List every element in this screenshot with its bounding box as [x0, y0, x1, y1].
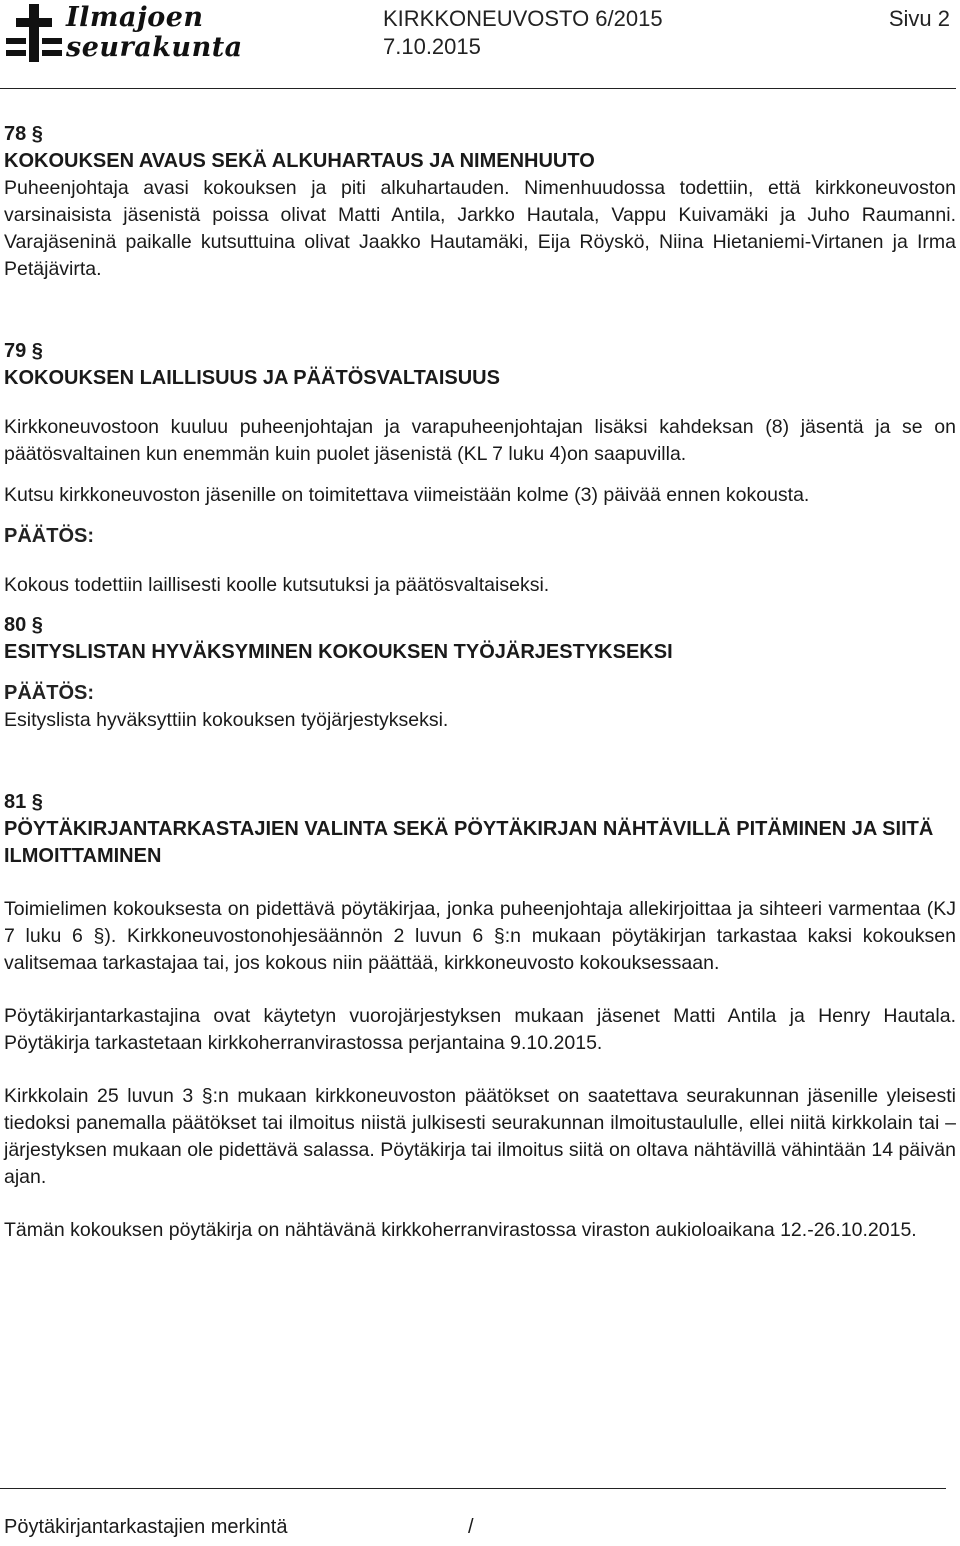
section-title: KOKOUKSEN AVAUS SEKÄ ALKUHARTAUS JA NIMENHUUTO: [4, 150, 595, 172]
section-title: PÖYTÄKIRJANTARKASTAJIEN VALINTA SEKÄ PÖYTÄKIRJAN NÄHTÄVILLÄ PITÄMINEN JA SIITÄ ILMOITTAMINEN: [4, 818, 934, 867]
section-paragraph: Kirkkolain 25 luvun 3 §:n mukaan kirkkoneuvoston päätökset on saatettava seurakunnan jäsenille yleisesti tiedoksi panemalla päätökset tai ilmoitus niistä julkisesti seurakunnan ilmoitustaululle, ellei niitä kirkkolain tai – järjestyksen mukaan ole pidettävä salassa. Pöytäkirja tai ilmoitus siitä on oltava nähtävillä vähintään 14 päivän ajan.: [4, 1085, 956, 1188]
document-title: KIRKKONEUVOSTO 6/2015: [383, 6, 663, 31]
minutes-body: [4, 120, 956, 1244]
decision-text: Esityslista hyväksyttiin kokouksen työjärjestykseksi.: [4, 709, 449, 731]
section-80: [4, 611, 956, 734]
section-number: 79 §: [4, 340, 43, 362]
section-title: ESITYSLISTAN HYVÄKSYMINEN KOKOUKSEN TYÖJÄRJESTYKSEKSI: [4, 641, 673, 663]
section-78: [4, 120, 956, 283]
section-title: KOKOUKSEN LAILLISUUS JA PÄÄTÖSVALTAISUUS: [4, 367, 500, 389]
section-paragraph: Tämän kokouksen pöytäkirja on nähtävänä kirkkoherranvirastossa viraston aukioloaikana 12.-26.10.2015.: [4, 1219, 917, 1241]
section-paragraph: Toimielimen kokouksesta on pidettävä pöytäkirjaa, jonka puheenjohtaja allekirjoittaa ja sihteeri varmentaa (KJ 7 luku 6 §). Kirkkoneuvostonohjesäännön 2 luvun 6 §:n mukaan pöytäkirjan tarkastaa kaksi kokouksen valitsemaa tarkastajaa tai, jos kokous niin päättää, kirkkoneuvosto kokouksessaan.: [4, 898, 956, 974]
document-date: 7.10.2015: [383, 34, 481, 59]
decision-label: PÄÄTÖS:: [4, 682, 94, 704]
cross-icon: [4, 2, 64, 64]
section-number: 80 §: [4, 614, 43, 636]
section-paragraph: Pöytäkirjantarkastajina ovat käytetyn vuorojärjestyksen mukaan jäsenet Matti Antila ja Henry Hautala. Pöytäkirja tarkastetaan kirkkoherranvirastossa perjantaina 9.10.2015.: [4, 1005, 956, 1054]
page-header: [0, 0, 960, 96]
section-text: Puheenjohtaja avasi kokouksen ja piti alkuhartauden. Nimenhuudossa todettiin, että kirkkoneuvoston varsinaisista jäsenistä poissa olivat Matti Antila, Jarkko Hautala, Vappu Kuivamäki ja Juho Raumanni. Varajäseninä paikalle kutsuttuina olivat Jaakko Hautamäki, Eija Röyskö, Niina Hietaniemi-Virtanen ja Irma Petäjävirta.: [4, 177, 956, 280]
header-divider: [0, 88, 956, 89]
section-paragraph: Kirkkoneuvostoon kuuluu puheenjohtajan ja varapuheenjohtajan lisäksi kahdeksan (8) jäsentä ja se on päätösvaltainen kun enemmän kuin puolet jäsenistä (KL 7 luku 4)on saapuvilla.: [4, 416, 956, 465]
footer-divider: [0, 1488, 946, 1489]
section-79: [4, 337, 956, 599]
decision-label: PÄÄTÖS:: [4, 525, 94, 547]
logo-text-line2: seurakunta: [66, 32, 243, 63]
logo-text-line1: Ilmajoen: [66, 2, 204, 33]
signature-separator: /: [468, 1516, 474, 1538]
inspector-signature-label: Pöytäkirjantarkastajien merkintä: [4, 1516, 288, 1538]
page-number: Sivu 2: [888, 6, 950, 31]
section-paragraph: Kutsu kirkkoneuvoston jäsenille on toimitettava viimeistään kolme (3) päivää ennen kokousta.: [4, 484, 810, 506]
section-number: 81 §: [4, 791, 43, 813]
parish-logo: [4, 2, 243, 66]
decision-text: Kokous todettiin laillisesti koolle kutsutuksi ja päätösvaltaiseksi.: [4, 574, 550, 596]
section-81: [4, 788, 956, 1244]
section-number: 78 §: [4, 123, 43, 145]
